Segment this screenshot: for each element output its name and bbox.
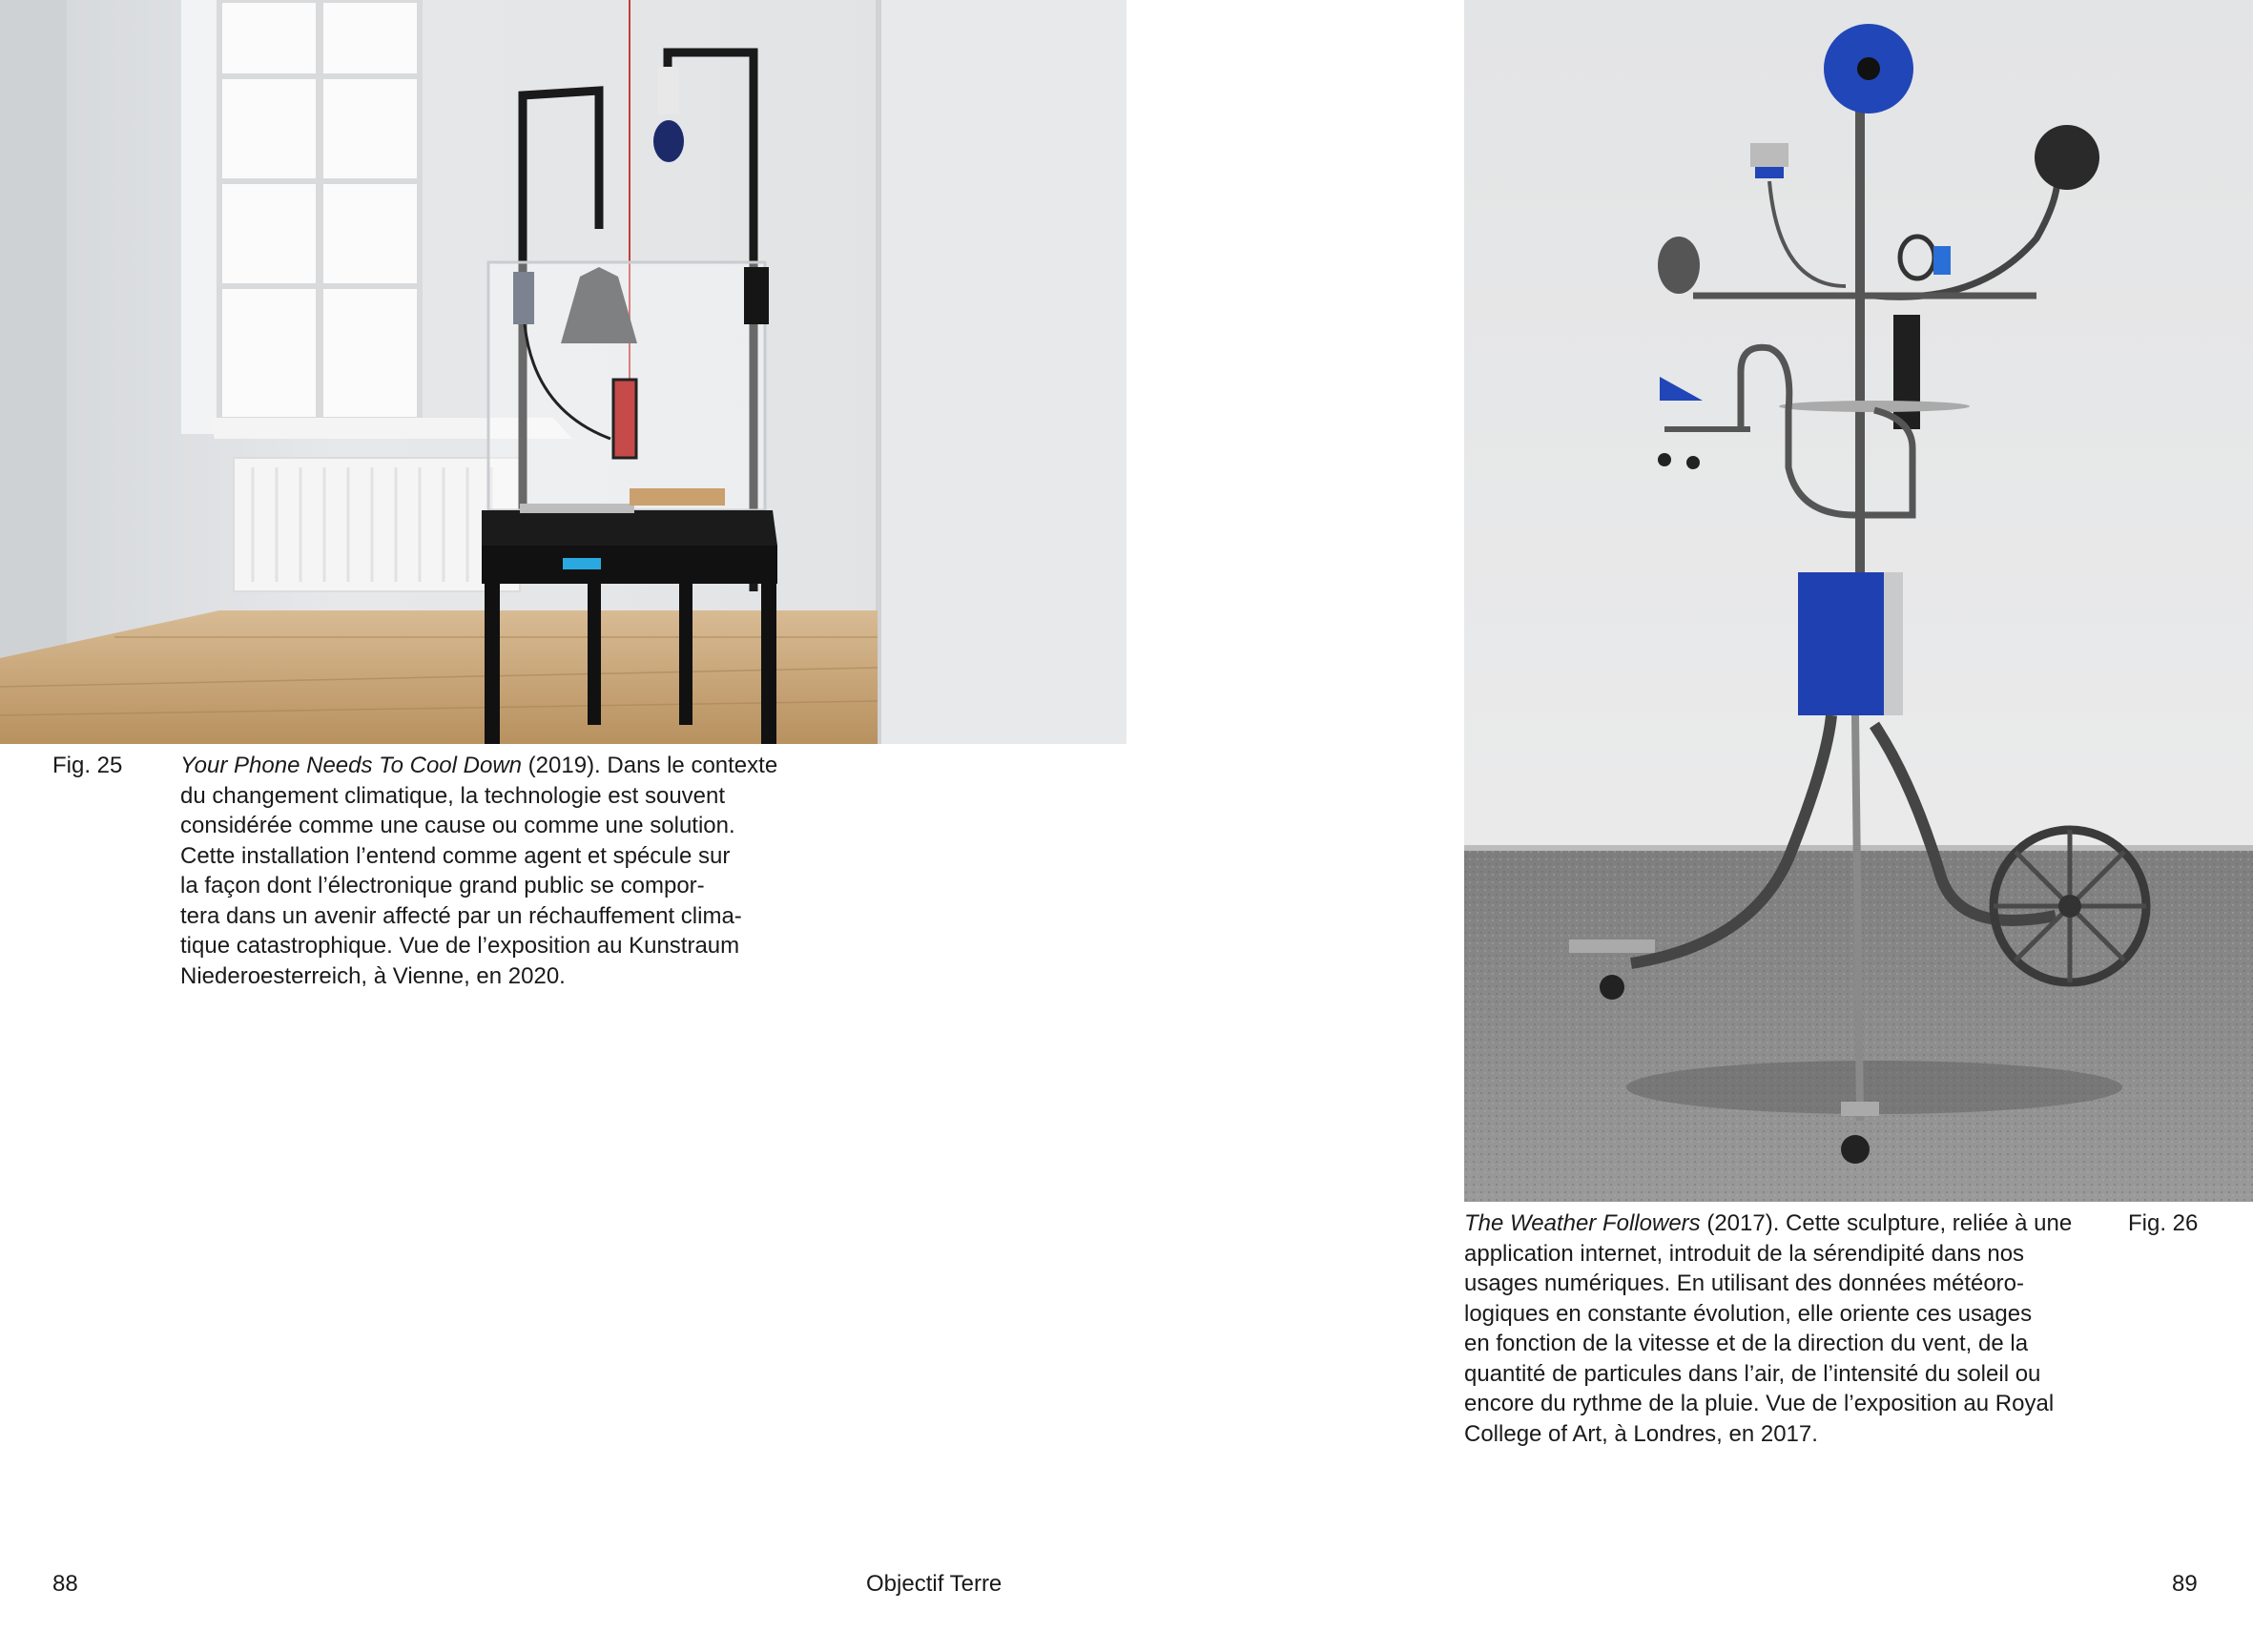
caption-text-segment: (2019). Dans le contexte xyxy=(522,753,778,778)
fig-26-label: Fig. 26 xyxy=(2128,1210,2199,1236)
page-number-right: 89 xyxy=(2172,1571,2198,1597)
fig-25-title: Your Phone Needs To Cool Down xyxy=(180,753,523,778)
fig-25-caption xyxy=(180,751,810,991)
caption-line: du changement climatique, la technologie est souvent xyxy=(180,782,726,809)
caption-line: usages numériques. En utilisant des données météoro- xyxy=(1464,1270,2025,1296)
caption-line: application internet, introduit de la sérendipité dans nos xyxy=(1464,1240,2025,1267)
caption-line: Cette installation l’entend comme agent et spécule sur xyxy=(180,842,731,869)
photo-fig-26 xyxy=(1464,0,2253,1202)
fig-26-title: The Weather Followers xyxy=(1464,1210,1701,1236)
caption-line: considérée comme une cause ou comme une solution. xyxy=(180,813,735,838)
fig-26-caption xyxy=(1464,1208,2094,1449)
caption-line: Niederoesterreich, à Vienne, en 2020. xyxy=(180,962,566,989)
caption-line: la façon dont l’électronique grand public se compor- xyxy=(180,873,705,898)
running-title: Objectif Terre xyxy=(866,1571,1002,1597)
caption-line: quantité de particules dans l’air, de l’intensité du soleil ou xyxy=(1464,1360,2041,1387)
caption-line xyxy=(1464,1208,2094,1239)
page-number-left: 88 xyxy=(52,1571,78,1597)
caption-line: en fonction de la vitesse et de la direction du vent, de la xyxy=(1464,1331,2029,1356)
photo-fig-25 xyxy=(0,0,1126,744)
caption-line: tique catastrophique. Vue de l’exposition au Kunstraum xyxy=(180,933,740,959)
caption-line: encore du rythme de la pluie. Vue de l’exposition au Royal xyxy=(1464,1391,2055,1416)
caption-line xyxy=(180,751,810,781)
caption-line: logiques en constante évolution, elle oriente ces usages xyxy=(1464,1300,2033,1327)
caption-line: tera dans un avenir affecté par un réchauffement clima- xyxy=(180,902,742,929)
caption-line: College of Art, à Londres, en 2017. xyxy=(1464,1420,1818,1447)
caption-text-segment: (2017). Cette sculpture, reliée à une xyxy=(1700,1210,2073,1236)
fig-25-label: Fig. 25 xyxy=(52,753,123,778)
